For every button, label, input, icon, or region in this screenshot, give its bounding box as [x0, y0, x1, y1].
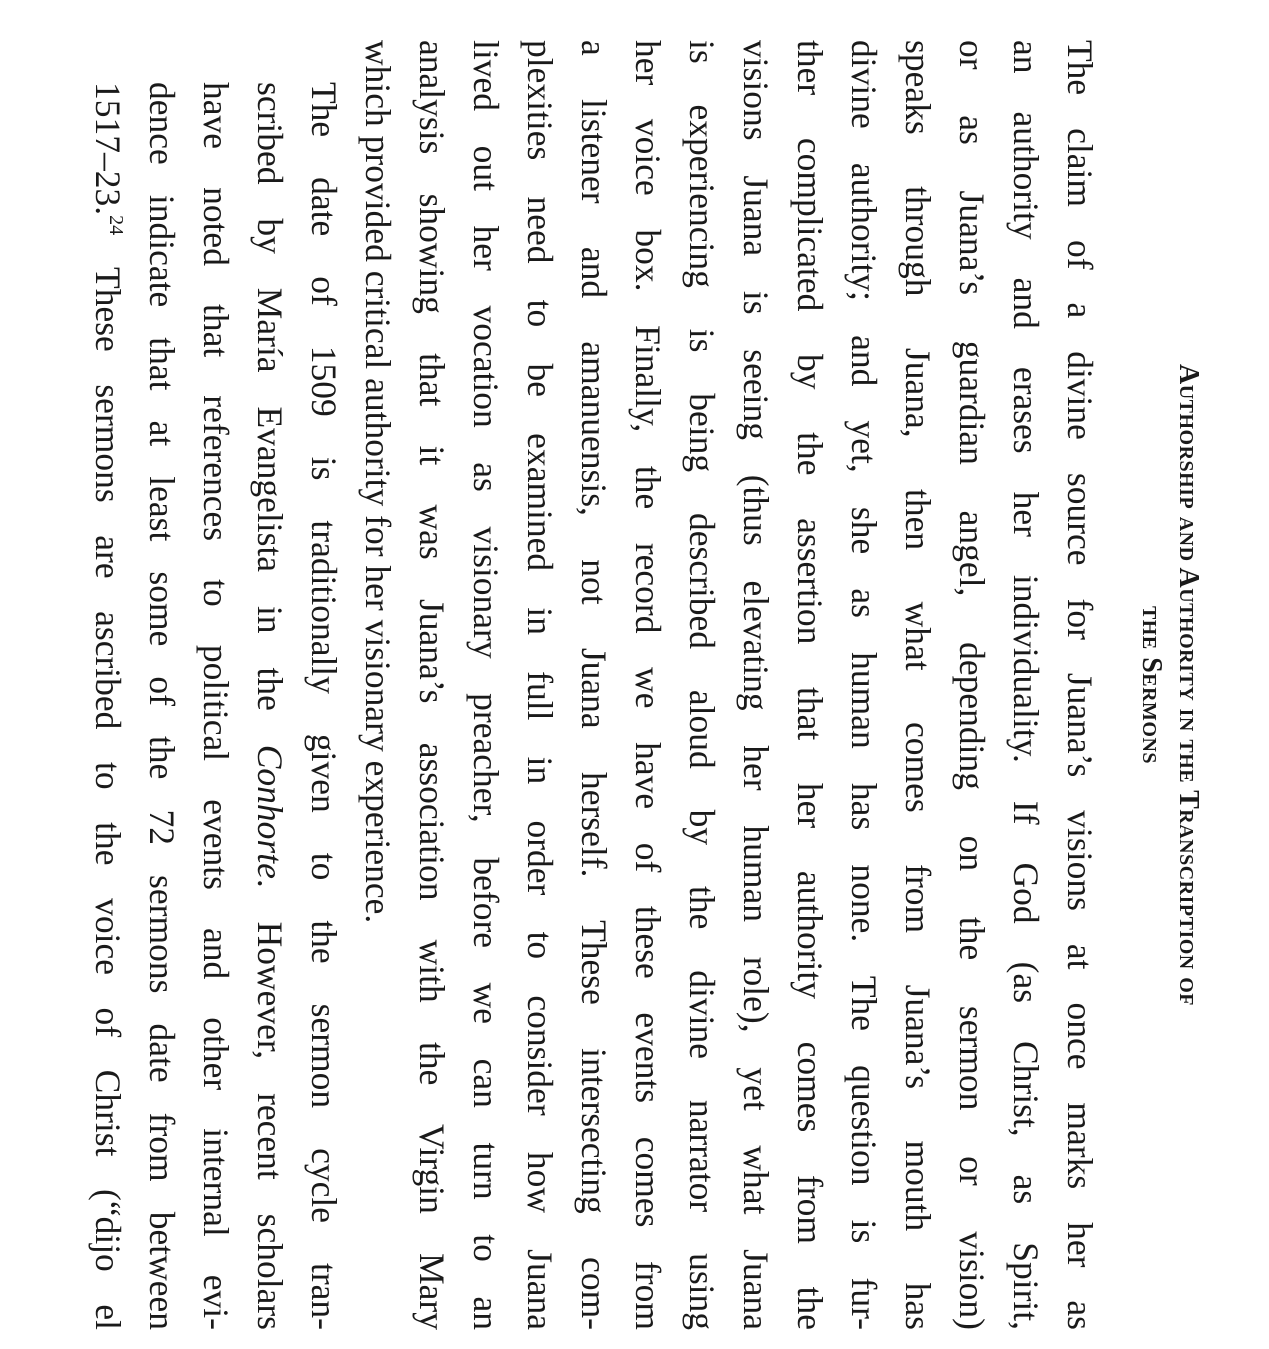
paragraph-1-line: an authority and erases her individuality. If God (as Christ, as Spirit,	[1006, 40, 1046, 1330]
text-run: scribed by María Evangelista in the	[250, 82, 290, 745]
paragraph-2-line	[81, 40, 135, 1330]
rotated-page-content	[55, 40, 1215, 1330]
heading-line-1: Authorship and Authority in the Transcription of	[1173, 363, 1204, 1007]
paragraph-1-line: The claim of a divine source for Juana’s visions at once marks her as	[1060, 40, 1100, 1330]
paragraph-1-line: analysis showing that it was Juana’s association with the Virgin Mary	[412, 40, 452, 1330]
paragraph-1-line: lived out her vocation as visionary preacher, before we can turn to an	[466, 40, 506, 1330]
text-run: 1517–23.	[88, 82, 128, 216]
paragraph-2-line: dence indicate that at least some of the 72 sermons date from between	[142, 82, 182, 1330]
paragraph-2-line	[243, 40, 297, 1330]
italic-title: Conhorte	[250, 744, 290, 879]
paragraph-1-line: ther complicated by the assertion that her authority comes from the	[790, 40, 830, 1330]
text-run: These sermons are ascribed to the voice of Christ (“dijo el	[88, 235, 128, 1330]
paragraph-2-line: The date of 1509 is traditionally given to the sermon cycle tran-	[304, 82, 344, 1330]
paragraph-1-line: speaks through Juana, then what comes from Juana’s mouth has	[898, 40, 938, 1330]
text-run: . However, recent scholars	[250, 878, 290, 1330]
paragraph-1-line: visions Juana is seeing (thus elevating her human role), yet what Juana	[736, 40, 776, 1330]
paragraph-2	[81, 40, 351, 1330]
paragraph-1-line: or as Juana’s guardian angel, depending on the sermon or vision)	[952, 40, 992, 1330]
paragraph-1-line: her voice box. Finally, the record we have of these events comes from	[628, 40, 668, 1330]
paragraph-1	[351, 40, 1107, 1330]
body-text	[81, 40, 1107, 1330]
paragraph-1-line: which provided critical authority for her visionary experience.	[358, 40, 398, 924]
footnote-marker: 24	[105, 215, 127, 236]
paragraph-1-line: divine authority; and yet, she as human has none. The question is fur-	[844, 40, 884, 1330]
paragraph-1-line: a listener and amanuensis, not Juana herself. These intersecting com-	[574, 40, 614, 1330]
heading-line-2: the Sermons	[1136, 605, 1167, 765]
paragraph-1-line: plexities need to be examined in full in order to consider how Juana	[520, 40, 560, 1330]
section-heading	[1133, 40, 1215, 1330]
paragraph-1-line: is experiencing is being described aloud by the divine narrator using	[682, 40, 722, 1330]
paragraph-2-line: have noted that references to political events and other internal evi-	[196, 82, 236, 1330]
